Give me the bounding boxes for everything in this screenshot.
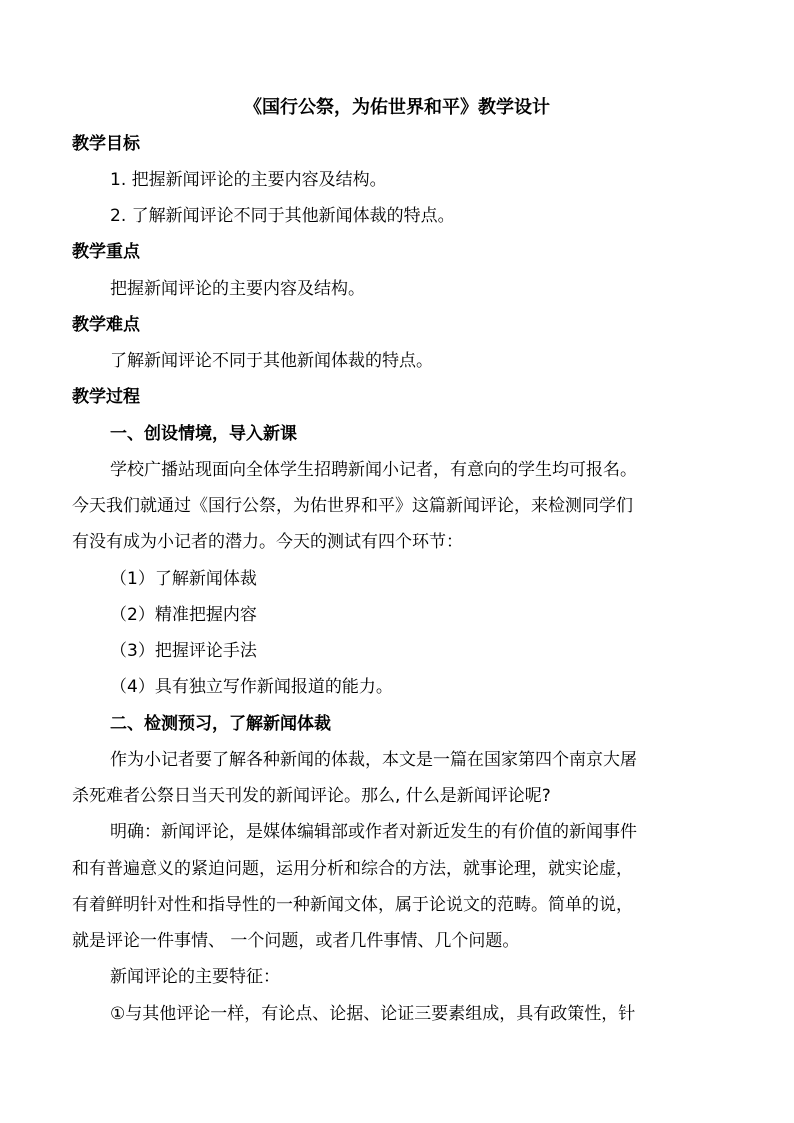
section2-line-2: 杀死难者公祭日当天刊发的新闻评论。那么, 什么是新闻评论呢? [72,786,551,806]
difficulty-heading: 教学难点 [72,315,140,335]
section2-line-1: 作为小记者要了解各种新闻的体裁，本文是一篇在国家第四个南京大屠 [110,750,637,770]
goals-heading: 教学目标 [72,134,140,154]
section1-heading: 一、创设情境，导入新课 [110,424,297,444]
section1-line-2: 今天我们就通过《国行公祭，为佑世界和平》这篇新闻评论，来检测同学们 [72,496,633,516]
answer-line-1: 明确：新闻评论，是媒体编辑部或作者对新近发生的有价值的新闻事件 [110,822,637,842]
section1-line-1: 学校广播站现面向全体学生招聘新闻小记者，有意向的学生均可报名。 [110,460,637,480]
key-text: 把握新闻评论的主要内容及结构。 [110,279,365,299]
step-2: （2）精准把握内容 [110,605,257,625]
difficulty-text: 了解新闻评论不同于其他新闻体裁的特点。 [110,351,433,371]
step-4: （4）具有独立写作新闻报道的能力。 [110,677,393,697]
answer-line-4: 就是评论一件事情、 一个问题，或者几件事情、几个问题。 [72,931,520,951]
step-3: （3）把握评论手法 [110,641,257,661]
section1-line-3: 有没有成为小记者的潜力。今天的测试有四个环节： [72,532,463,552]
key-heading: 教学重点 [72,242,140,262]
goal-1: 1. 把握新闻评论的主要内容及结构。 [110,170,387,190]
goal-2: 2. 了解新闻评论不同于其他新闻体裁的特点。 [110,206,455,226]
feature-1: ①与其他评论一样，有论点、论据、论证三要素组成，具有政策性，针 [110,1004,636,1024]
process-heading: 教学过程 [72,387,140,407]
document-title: 《国行公祭，为佑世界和平》教学设计 [244,97,550,118]
answer-line-2: 和有普遍意义的紧迫问题，运用分析和综合的方法，就事论理，就实论虚， [72,859,633,879]
answer-line-3: 有着鲜明针对性和指导性的一种新闻文体，属于论说文的范畴。简单的说， [72,895,633,915]
features-heading: 新闻评论的主要特征： [110,967,280,987]
section2-heading: 二、检测预习，了解新闻体裁 [110,714,331,734]
step-1: （1）了解新闻体裁 [110,569,257,589]
